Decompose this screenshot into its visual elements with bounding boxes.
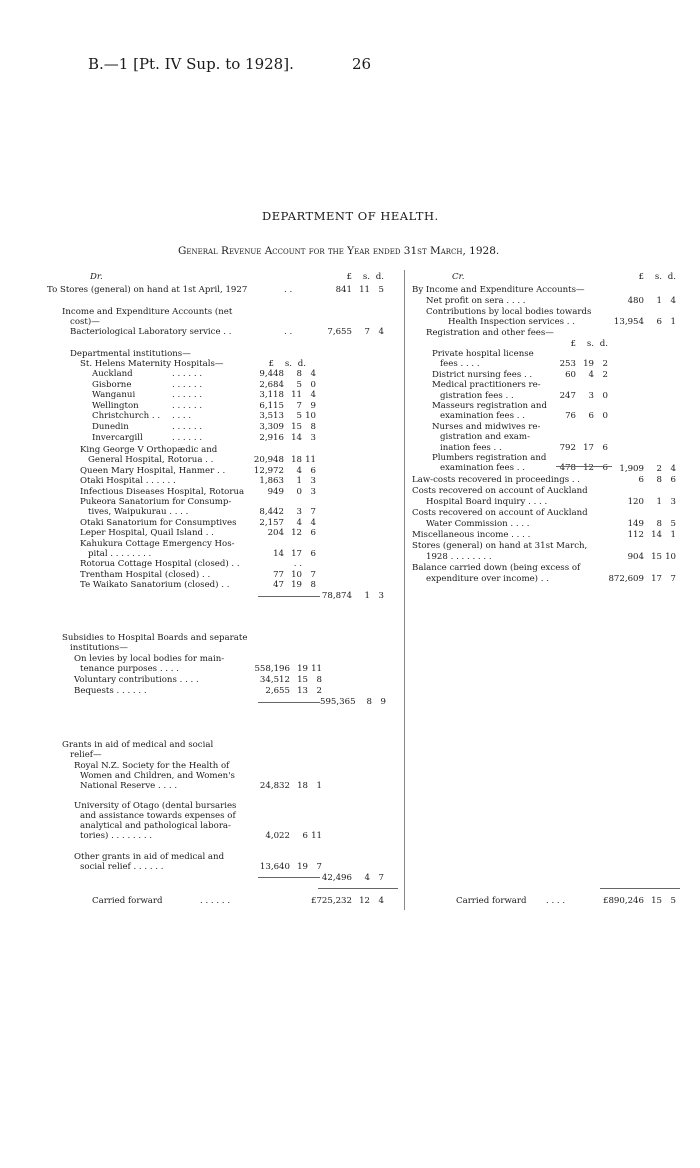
institution-amount: 204 12 6 <box>267 528 316 539</box>
contributions-label-cont: Health Inspection services . . <box>448 317 575 327</box>
royal-nz-amount: 24,832 18 1 <box>259 781 322 791</box>
bequests-label: Bequests . . . . . . <box>74 686 147 696</box>
leader-dots: . . <box>284 285 293 295</box>
institution-amount: 14 17 6 <box>273 549 316 559</box>
grants-header-cont: relief— <box>70 750 102 760</box>
st-helens-item-amount: 3,118 11 4 <box>259 390 316 401</box>
subsidies-header-cont: institutions— <box>70 643 128 653</box>
registration-fee-label: ination fees . . <box>440 442 502 453</box>
levies-amount: 558,196 19 11 <box>254 664 322 674</box>
stores-closing-label: Stores (general) on hand at 31st March, <box>412 541 588 551</box>
institution-label: Queen Mary Hospital, Hanmer . . <box>80 465 226 476</box>
st-helens-item-amount: 3,309 15 8 <box>259 422 316 432</box>
page-header-reference: B.—1 [Pt. IV Sup. to 1928]. <box>88 55 294 73</box>
registration-fee-amount: 792 17 6 <box>559 442 608 453</box>
registration-total: 1,909 2 4 <box>619 464 676 474</box>
bacteriological-label: Bacteriological Laboratory service . . <box>70 327 232 337</box>
institution-label: Rotorua Cottage Hospital (closed) . . <box>80 559 240 570</box>
leader-dots: . . <box>284 327 293 337</box>
leader-dots: . . . . . . <box>172 422 203 432</box>
registration-currency-header: £ s. d. <box>570 339 608 349</box>
stores-opening-label: To Stores (general) on hand at 1st April, 1927 <box>47 285 248 295</box>
stores-closing-label-cont: 1928 . . . . . . . . <box>426 552 492 562</box>
registration-fee-label: Plumbers registration and <box>432 453 547 463</box>
cr-carried-forward-label: Carried forward <box>456 896 527 906</box>
leader-dots: . . . . . . <box>172 390 203 401</box>
registration-fee-amount: 247 3 0 <box>559 390 608 401</box>
st-helens-item-amount: 2,916 14 3 <box>259 432 316 443</box>
institution-label: Infectious Diseases Hospital, Rotorua <box>80 486 245 497</box>
st-helens-item-label: Wanganui <box>92 390 136 401</box>
stores-opening-amount: 841 11 5 <box>335 285 384 295</box>
misc-label: Miscellaneous income . . . . <box>412 530 531 540</box>
auckland-water-amount: 149 8 5 <box>627 519 676 529</box>
other-grants-label-cont: social relief . . . . . . <box>80 862 164 872</box>
st-helens-currency-header: £ s. d. <box>268 359 306 369</box>
registration-fee-label: Private hospital license <box>432 349 534 359</box>
auckland-water-label-cont: Water Commission . . . . <box>426 519 530 529</box>
net-profit-amount: 480 1 4 <box>627 296 676 306</box>
contributions-label: Contributions by local bodies towards <box>426 307 592 317</box>
st-helens-item-label: Gisborne <box>92 379 132 390</box>
balance-label: Balance carried down (being excess of <box>412 563 581 573</box>
otago-label-cont: tories) . . . . . . . . <box>80 831 153 841</box>
subtotal-rule <box>258 596 320 597</box>
registration-fee-label: District nursing fees . . <box>432 369 533 380</box>
institution-label: pital . . . . . . . . <box>88 549 152 559</box>
subtotal-rule <box>258 877 320 878</box>
levies-label: On levies by local bodies for main- <box>74 654 225 664</box>
registration-fee-amount: 253 19 2 <box>559 359 608 370</box>
voluntary-amount: 34,512 15 8 <box>259 675 322 685</box>
registration-fee-amount: 478 12 6 <box>559 463 608 474</box>
grants-total: 42,496 4 7 <box>321 873 384 883</box>
law-costs-label: Law-costs recovered in proceedings . . <box>412 475 581 485</box>
auckland-hb-label: Costs recovered on account of Auckland <box>412 486 588 496</box>
st-helens-item-label: Auckland <box>92 369 133 379</box>
institution-amount: 77 10 7 <box>273 569 316 580</box>
institution-label: Trentham Hospital (closed) . . <box>80 569 211 580</box>
stores-closing-amount: 904 15 10 <box>627 552 676 562</box>
auckland-water-label: Costs recovered on account of Auckland <box>412 508 588 518</box>
dr-currency-header: £ s. d. <box>346 272 384 282</box>
other-grants-label: Other grants in aid of medical and <box>74 852 225 862</box>
bequests-amount: 2,655 13 2 <box>265 686 322 696</box>
institution-label: Pukeora Sanatorium for Consump- <box>80 497 232 507</box>
balance-label-cont: expenditure over income) . . <box>426 574 549 584</box>
misc-amount: 112 14 1 <box>627 530 676 540</box>
registration-fee-label: examination fees . . <box>440 411 525 422</box>
leader-dots: . . . . <box>546 896 566 906</box>
subsidies-total: 595,365 8 9 <box>320 697 386 707</box>
cr-carried-forward-amount: £890,246 15 5 <box>602 896 676 906</box>
document-subtitle: General Revenue Account for the Year ended 31st March, 1928. <box>178 245 500 257</box>
registration-fee-label: Nurses and midwives re- <box>432 421 541 432</box>
institution-label: Leper Hospital, Quail Island . . <box>80 528 214 539</box>
institution-amount: 1,863 1 3 <box>259 476 316 487</box>
institutions-total: 78,874 1 3 <box>321 591 384 601</box>
column-divider <box>404 270 405 910</box>
st-helens-item-amount: 9,448 8 4 <box>259 369 316 379</box>
st-helens-item-label: Dunedin <box>92 422 129 432</box>
income-header-cont: cost)— <box>70 317 100 327</box>
otago-amount: 4,022 6 11 <box>265 831 322 841</box>
registration-fee-label: fees . . . . <box>440 359 480 370</box>
registration-fee-label: Masseurs registration and <box>432 401 547 411</box>
leader-dots: . . . . . . <box>172 432 203 443</box>
subsidies-header: Subsidies to Hospital Boards and separate <box>62 633 248 643</box>
st-helens-item-amount: 3,513 5 10 <box>259 411 316 422</box>
bacteriological-amount: 7,655 7 4 <box>327 327 384 337</box>
contributions-amount: 13,954 6 1 <box>613 317 676 327</box>
page-number: 26 <box>352 55 372 73</box>
leader-dots: . . . . . . <box>172 400 203 411</box>
institution-amount: 12,972 4 6 <box>253 465 316 476</box>
institution-label: General Hospital, Rotorua . . <box>88 455 214 466</box>
registration-fee-amount: 76 6 0 <box>565 411 608 422</box>
royal-nz-label: Royal N.Z. Society for the Health of <box>74 761 230 771</box>
institution-label: King George V Orthopædic and <box>80 445 218 455</box>
document-title: DEPARTMENT OF HEALTH. <box>262 209 439 223</box>
balance-amount: 872,609 17 7 <box>608 574 676 584</box>
st-helens-item-label: Wellington <box>92 400 139 411</box>
institution-label: Kahukura Cottage Emergency Hos- <box>80 538 235 549</box>
registration-fee-amount: 60 4 2 <box>565 369 608 380</box>
levies-label-cont: tenance purposes . . . . <box>80 664 179 674</box>
total-rule <box>600 888 680 889</box>
leader-dots: . . . . . . <box>172 369 203 379</box>
auckland-hb-label-cont: Hospital Board inquiry . . . . <box>426 497 548 507</box>
otago-label-cont: and assistance towards expenses of <box>80 811 236 821</box>
otago-label-cont: analytical and pathological labora- <box>80 821 231 831</box>
st-helens-item-amount: 6,115 7 9 <box>259 400 316 411</box>
st-helens-item-label: Christchurch . . <box>92 411 161 422</box>
auckland-hb-amount: 120 1 3 <box>627 497 676 507</box>
net-profit-label: Net profit on sera . . . . <box>426 296 526 306</box>
registration-fee-label: gistration and exam- <box>440 432 530 443</box>
leader-dots: . . . . <box>172 411 192 422</box>
registration-fee-label: examination fees . . <box>440 463 525 474</box>
income-header: Income and Expenditure Accounts (net <box>62 307 233 317</box>
dr-carried-forward-label: Carried forward <box>92 896 163 906</box>
institution-amount: 47 19 8 <box>273 580 316 591</box>
subtotal-rule <box>556 466 612 467</box>
other-grants-amount: 13,640 19 7 <box>259 862 322 872</box>
institution-amount: 2,157 4 4 <box>259 517 316 528</box>
institution-label: Otaki Sanatorium for Consumptives <box>80 517 237 528</box>
st-helens-header: St. Helens Maternity Hospitals— <box>80 359 224 369</box>
cr-label: Cr. <box>452 272 465 282</box>
royal-nz-label-cont: National Reserve . . . . <box>80 781 178 791</box>
by-income-label: By Income and Expenditure Accounts— <box>412 285 585 295</box>
institution-amount: 20,948 18 11 <box>253 455 316 466</box>
institution-amount: 8,442 3 7 <box>259 507 316 518</box>
institution-label: Te Waikato Sanatorium (closed) . . <box>80 580 230 591</box>
institution-amount: . . <box>293 559 302 570</box>
subtotal-rule <box>258 702 320 703</box>
institution-label: tives, Waipukurau . . . . <box>88 507 189 518</box>
st-helens-item-label: Invercargill <box>92 432 143 443</box>
departmental-header: Departmental institutions— <box>70 349 191 359</box>
royal-nz-label-cont: Women and Children, and Women's <box>80 771 235 781</box>
registration-fee-label: gistration fees . . <box>440 390 514 401</box>
st-helens-item-amount: 2,684 5 0 <box>259 379 316 390</box>
voluntary-label: Voluntary contributions . . . . <box>74 675 199 685</box>
registration-header: Registration and other fees— <box>426 328 554 338</box>
registration-fee-label: Medical practitioners re- <box>432 380 541 391</box>
institution-amount: 949 0 3 <box>267 486 316 497</box>
law-costs-amount: 6 8 6 <box>638 475 676 485</box>
otago-label: University of Otago (dental bursaries <box>74 801 237 811</box>
institution-label: Otaki Hospital . . . . . . <box>80 476 176 487</box>
grants-header: Grants in aid of medical and social <box>62 740 214 750</box>
dr-carried-forward-amount: £725,232 12 4 <box>310 896 384 906</box>
leader-dots: . . . . . . <box>200 896 231 906</box>
dr-label: Dr. <box>90 272 103 282</box>
cr-currency-header: £ s. d. <box>638 272 676 282</box>
total-rule <box>318 888 398 889</box>
leader-dots: . . . . . . <box>172 379 203 390</box>
